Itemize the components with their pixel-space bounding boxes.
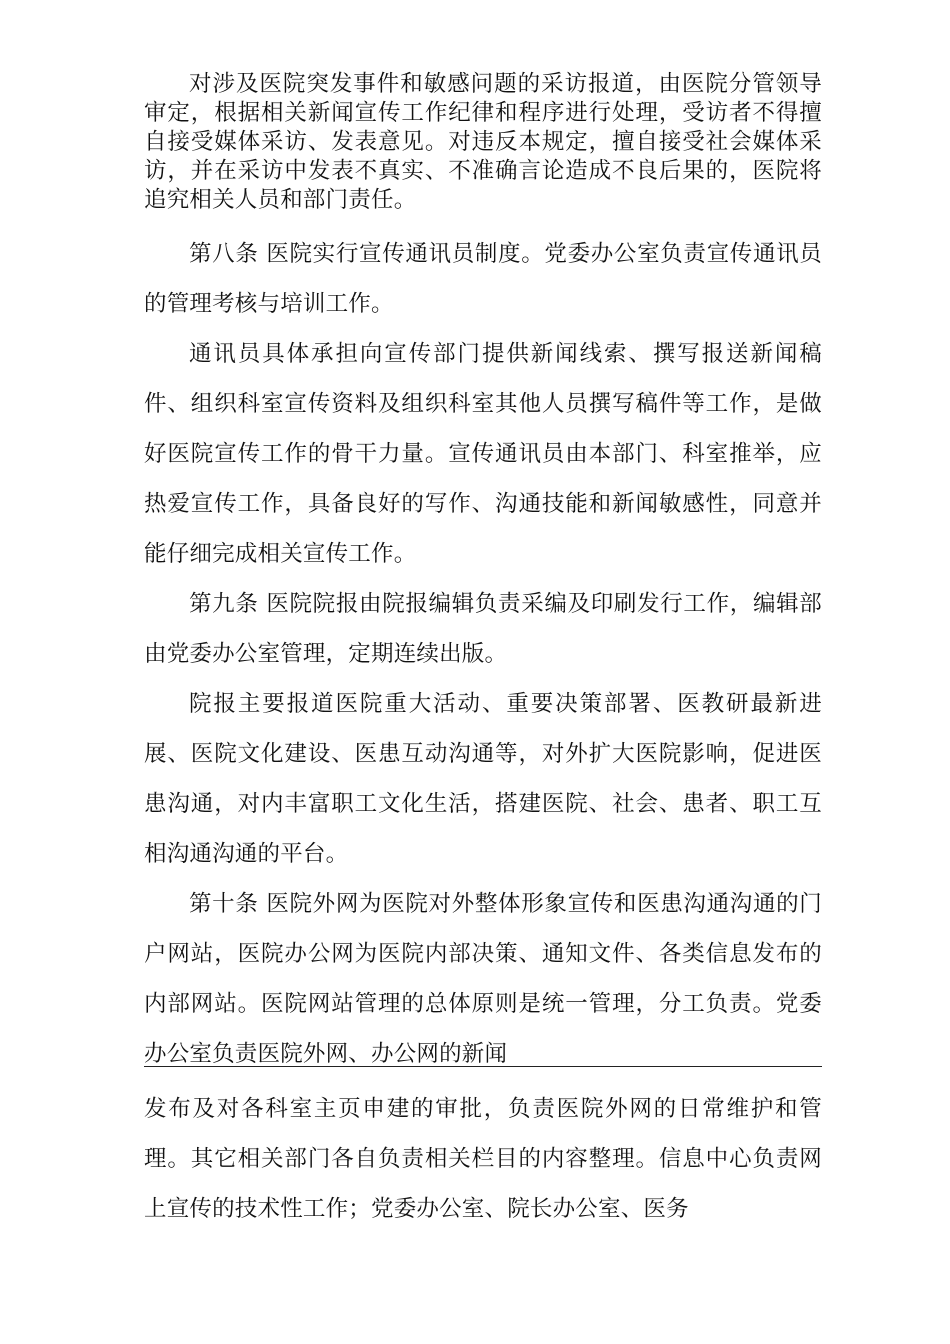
page-divider <box>144 1066 822 1067</box>
paragraph-article-8: 第八条 医院实行宣传通讯员制度。党委办公室负责宣传通讯员的管理考核与培训工作。 <box>144 241 822 317</box>
paragraph-article-9: 第九条 医院院报由院报编辑负责采编及印刷发行工作，编辑部由党委办公室管理，定期连续出版。 <box>144 591 822 667</box>
paragraph-media-interview: 对涉及医院突发事件和敏感问题的采访报道，由医院分管领导审定，根据相关新闻宣传工作纪律和程序进行处理，受访者不得擅自接受媒体采访、发表意见。对违反本规定，擅自接受社会媒体采访，并在采访中发表不真实、不准确言论造成不良后果的，医院将追究相关人员和部门责任。 <box>144 71 822 213</box>
paragraph-newspaper-content: 院报主要报道医院重大活动、重要决策部署、医教研最新进展、医院文化建设、医患互动沟通等，对外扩大医院影响，促进医患沟通，对内丰富职工文化生活，搭建医院、社会、患者、职工互相沟通沟通的平台。 <box>144 691 822 867</box>
paragraph-continuation: 发布及对各科室主页申建的审批，负责医院外网的日常维护和管理。其它相关部门各自负责相关栏目的内容整理。信息中心负责网上宣传的技术性工作；党委办公室、院长办公室、医务 <box>144 1096 822 1222</box>
document-body <box>144 70 822 1079</box>
document-body-continued <box>144 1084 822 1234</box>
paragraph-article-10: 第十条 医院外网为医院对外整体形象宣传和医患沟通沟通的门户网站，医院办公网为医院内部决策、通知文件、各类信息发布的内部网站。医院网站管理的总体原则是统一管理，分工负责。党委办公室负责医院外网、办公网的新闻 <box>144 891 822 1067</box>
paragraph-correspondent-duties: 通讯员具体承担向宣传部门提供新闻线索、撰写报送新闻稿件、组织科室宣传资料及组织科室其他人员撰写稿件等工作，是做好医院宣传工作的骨干力量。宣传通讯员由本部门、科室推举，应热爱宣传工作，具备良好的写作、沟通技能和新闻敏感性，同意并能仔细完成相关宣传工作。 <box>144 341 822 567</box>
